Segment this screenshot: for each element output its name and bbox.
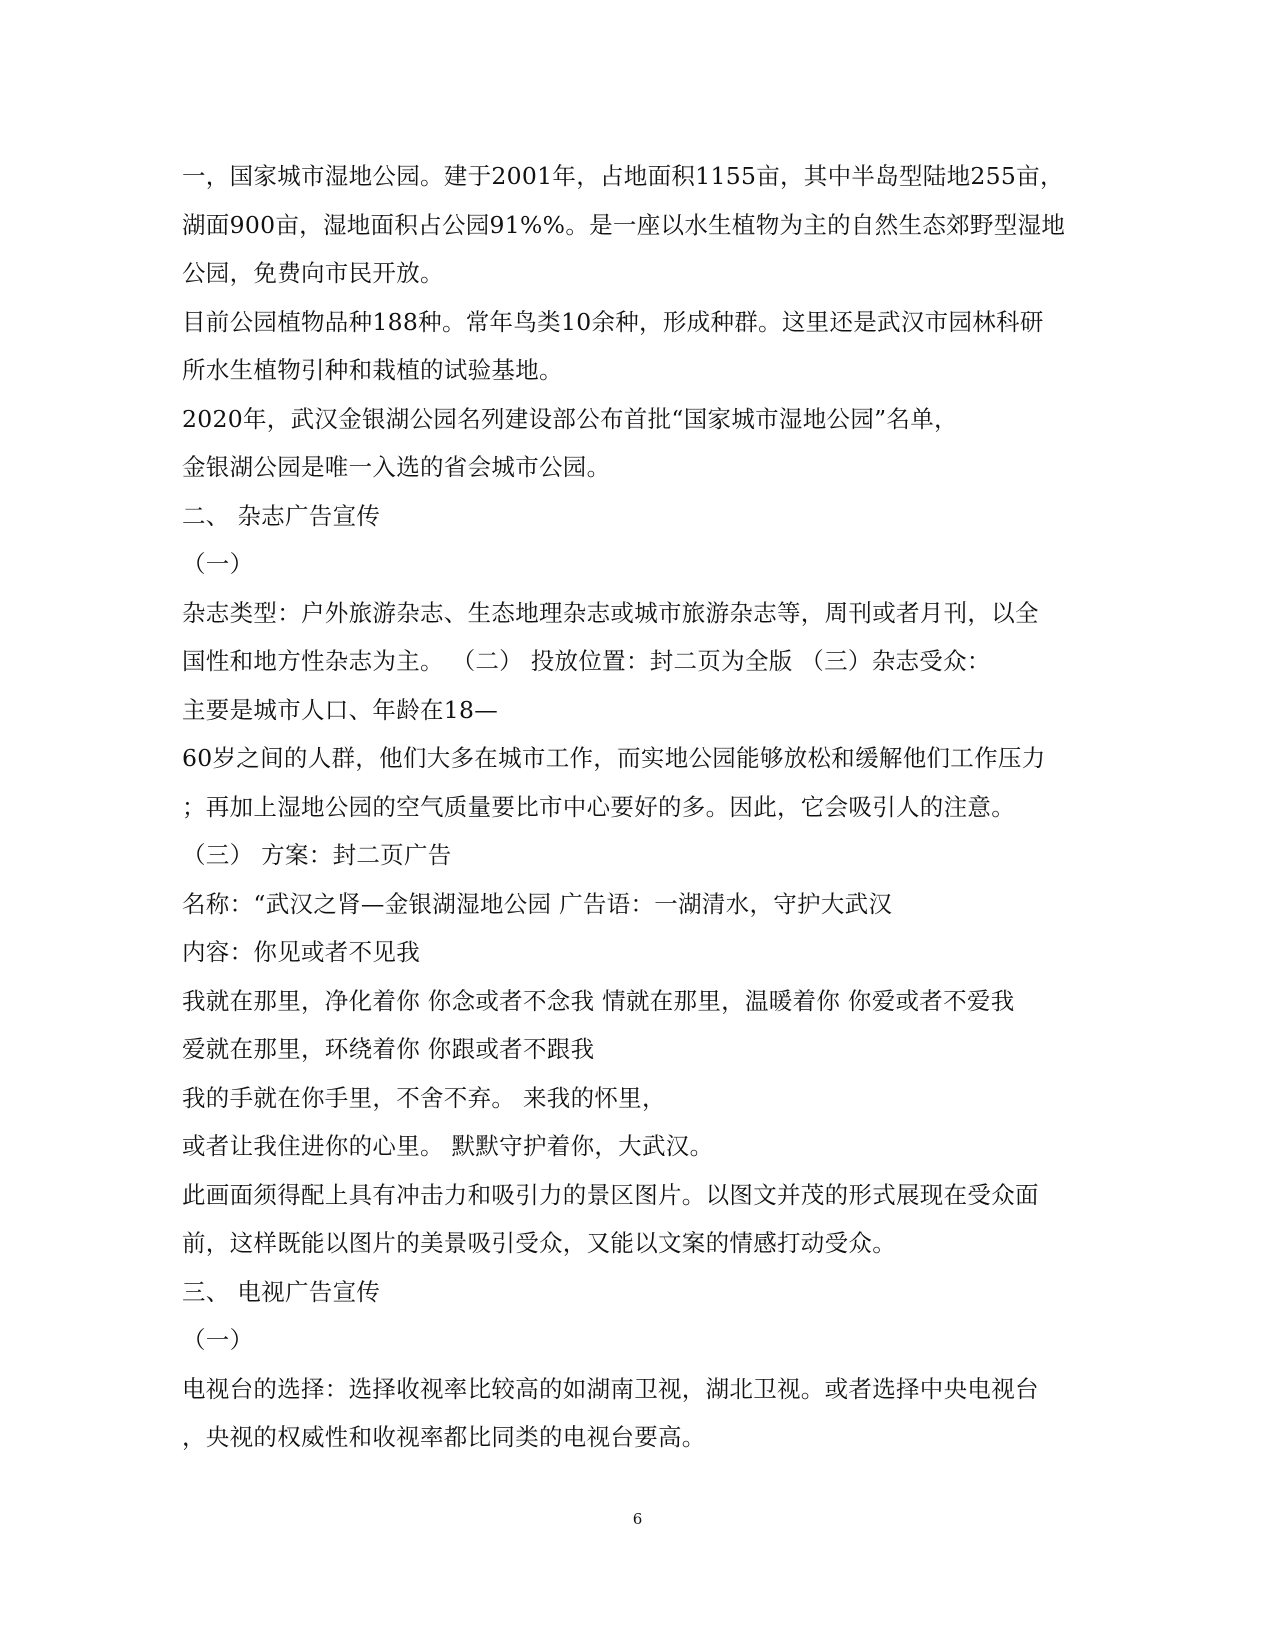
- text-line: 或者让我住进你的心里。 默默守护着你，大武汉。: [182, 1132, 714, 1160]
- document-body: [182, 152, 1082, 1462]
- text-line: 湖面900亩，湿地面积占公园91%%。是一座以水生植物为主的自然生态郊野型湿地: [182, 210, 1066, 239]
- subsection-marker: （一）: [182, 1326, 254, 1354]
- text-line: 一，国家城市湿地公园。建于2001年，占地面积1155亩，其中半岛型陆地255亩，: [182, 162, 1064, 190]
- text-line: 内容：你见或者不见我: [182, 938, 420, 966]
- text-line: 我就在那里，净化着你 你念或者不念我 情就在那里，温暖着你 你爱或者不爱我: [182, 986, 1015, 1015]
- text-line: 2020年，武汉金银湖公园名列建设部公布首批“国家城市湿地公园”名单，: [182, 404, 958, 433]
- text-line: 此画面须得配上具有冲击力和吸引力的景区图片。以图文并茂的形式展现在受众面: [182, 1180, 1039, 1209]
- text-line: 名称：“武汉之肾—金银湖湿地公园 广告语：一湖清水，守护大武汉: [182, 889, 893, 918]
- text-line: 爱就在那里，环绕着你 你跟或者不跟我: [182, 1035, 595, 1063]
- text-line: 杂志类型：户外旅游杂志、生态地理杂志或城市旅游杂志等，周刊或者月刊，以全: [182, 598, 1039, 627]
- text-line: ，央视的权威性和收视率都比同类的电视台要高。: [182, 1423, 706, 1451]
- section-heading: 三、 电视广告宣传: [182, 1277, 381, 1306]
- subsection-marker: （一）: [182, 550, 254, 578]
- text-line: 前，这样既能以图片的美景吸引受众，又能以文案的情感打动受众。: [182, 1229, 896, 1257]
- subsection-heading: （三） 方案：封二页广告: [182, 841, 452, 869]
- text-line: 电视台的选择：选择收视率比较高的如湖南卫视，湖北卫视。或者选择中央电视台: [182, 1374, 1039, 1403]
- section-heading: 二、 杂志广告宣传: [182, 501, 381, 530]
- text-line: 目前公园植物品种188种。常年鸟类10余种，形成种群。这里还是武汉市园林科研: [182, 307, 1044, 336]
- text-line: 60岁之间的人群，他们大多在城市工作，而实地公园能够放松和缓解他们工作压力: [182, 744, 1046, 772]
- text-line: 国性和地方性杂志为主。 （二） 投放位置：封二页为全版 （三）杂志受众：: [182, 647, 991, 675]
- text-line: ；再加上湿地公园的空气质量要比市中心要好的多。因此，它会吸引人的注意。: [182, 792, 1015, 821]
- text-line: 主要是城市人口、年龄在18—: [182, 695, 499, 724]
- page-number: 6: [632, 1510, 643, 1528]
- text-line: 金银湖公园是唯一入选的省会城市公园。: [182, 453, 611, 481]
- text-line: 我的手就在你手里，不舍不弃。 来我的怀里，: [182, 1083, 666, 1112]
- text-line: 所水生植物引种和栽植的试验基地。: [182, 356, 563, 384]
- text-line: 公园，免费向市民开放。: [182, 259, 444, 287]
